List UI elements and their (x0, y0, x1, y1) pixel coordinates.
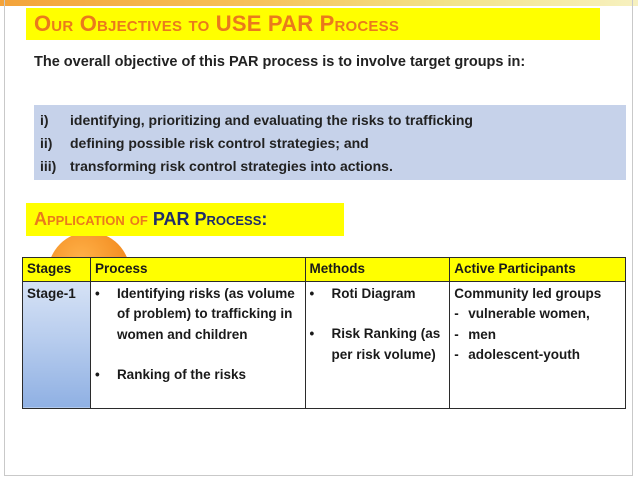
process-item: Identifying risks (as volume of problem) to trafficking in women and children (116, 285, 295, 342)
participant-item: adolescent-youth (468, 347, 581, 362)
header-process: Process (90, 258, 305, 282)
table-row (23, 281, 626, 409)
objective-item (40, 158, 393, 174)
header-stages: Stages (23, 258, 91, 282)
objective-text: defining possible risk control strategies; and (70, 135, 369, 151)
objective-text: transforming risk control strategies into actions. (70, 158, 393, 174)
dash-icon: - (454, 347, 459, 362)
list-item (95, 284, 301, 346)
table-header-row (23, 258, 626, 282)
intro-text: The overall objective of this PAR process is to involve target groups in: (34, 54, 526, 70)
section-heading-part2: PAR Process: (152, 209, 268, 229)
objective-text: identifying, prioritizing and evaluating the risks to trafficking (70, 112, 473, 128)
method-item: Roti Diagram (331, 285, 416, 301)
bullet-icon: • (94, 367, 100, 382)
header-active-participants: Active Participants (450, 258, 626, 282)
header-methods: Methods (305, 258, 450, 282)
method-item: Risk Ranking (as per risk volume) (331, 326, 441, 362)
dash-icon: - (454, 326, 459, 342)
top-accent-band (0, 0, 638, 6)
list-item (454, 345, 621, 366)
objective-number: i) (40, 112, 49, 128)
list-item (95, 365, 301, 386)
bullet-icon: • (309, 326, 315, 341)
section-heading-part1: Application of (34, 209, 148, 229)
objective-item (40, 135, 369, 151)
bullet-icon: • (309, 285, 315, 301)
cell-stage: Stage-1 (23, 281, 91, 409)
list-item (454, 304, 621, 325)
list-item (310, 324, 446, 365)
cell-participants (450, 281, 626, 409)
bullet-icon: • (94, 285, 100, 301)
slide-title (26, 8, 600, 40)
participants-lead: Community led groups (454, 285, 602, 301)
cell-methods (305, 281, 450, 409)
objective-number: iii) (40, 158, 57, 174)
objectives-box (34, 105, 626, 180)
list-item (454, 325, 621, 346)
participant-item: vulnerable women, (468, 306, 590, 321)
participant-item: men (468, 326, 497, 342)
dash-icon: - (454, 306, 459, 321)
list-item (310, 284, 446, 305)
section-heading (26, 203, 344, 236)
objective-item (40, 112, 473, 128)
objective-number: ii) (40, 135, 53, 151)
process-item: Ranking of the risks (116, 367, 246, 382)
cell-process (90, 281, 305, 409)
slide-title-text: Our Objectives to USE PAR Process (34, 11, 400, 36)
par-process-table (22, 257, 626, 409)
